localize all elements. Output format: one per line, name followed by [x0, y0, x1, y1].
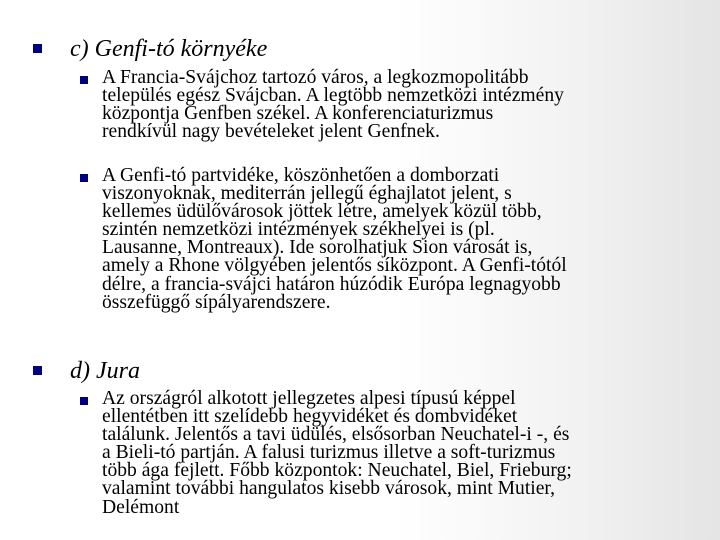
text-line: viszonyoknak, mediterrán jellegű éghajlatot jelent, s [102, 183, 512, 205]
text-line: Az országról alkotott jellegzetes alpesi típusú képpel [102, 388, 516, 409]
text-line: A Genfi-tó partvidéke, köszönhetően a domborzati [102, 165, 500, 186]
text-line: rendkívül nagy bevételeket jelent Genfnek. [102, 121, 440, 143]
text-line: Delémont [102, 496, 180, 518]
paragraph-bullet [80, 174, 88, 182]
section-d-paragraph-1 [102, 390, 692, 517]
text-line: amely a Rhone völgyében jelentős síközpont. A Genfi-tótól [102, 255, 567, 277]
text-line: szintén nemzetközi intézmények székhelyei is (pl. [102, 219, 495, 241]
heading-bullet-c [33, 44, 42, 53]
section-c-paragraph-2 [102, 167, 692, 312]
paragraph-bullet [80, 76, 88, 84]
text-line: Lausanne, Montreaux). Ide sorolhatjuk Sion városát is, [102, 237, 533, 259]
heading-bullet-d [33, 366, 42, 375]
text-line: délre, a francia-svájci határon húzódik Európa legnagyobb [102, 273, 561, 295]
text-line: a Bieli-tó partján. A falusi turizmus illetve a soft-turizmus [102, 442, 556, 464]
section-c-paragraph-1 [102, 69, 692, 141]
text-line: központja Genfben székel. A konferenciaturizmus [102, 103, 494, 125]
section-c-heading: c) Genfi-tó környéke [70, 36, 268, 62]
text-line: valamint további hangulatos kisebb városok, mint Mutier, [102, 478, 556, 500]
text-line: több ága fejlett. Főbb központok: Neuchatel, Biel, Frieburg; [102, 460, 572, 482]
paragraph-bullet [80, 397, 88, 405]
section-d-heading: d) Jura [70, 358, 140, 384]
text-line: találunk. Jelentős a tavi üdülés, elsősorban Neuchatel-i -, és [102, 424, 570, 446]
text-line: ellentétben itt szelídebb hegyvidéket és dombvidéket [102, 406, 518, 428]
text-line: A Francia-Svájchoz tartozó város, a legkozmopolitább [102, 67, 529, 88]
text-line: összefüggő sípályarendszere. [102, 291, 331, 313]
text-line: kellemes üdülővárosok jöttek létre, amelyek közül több, [102, 201, 542, 223]
text-line: település egész Svájcban. A legtöbb nemzetközi intézmény [102, 85, 564, 107]
